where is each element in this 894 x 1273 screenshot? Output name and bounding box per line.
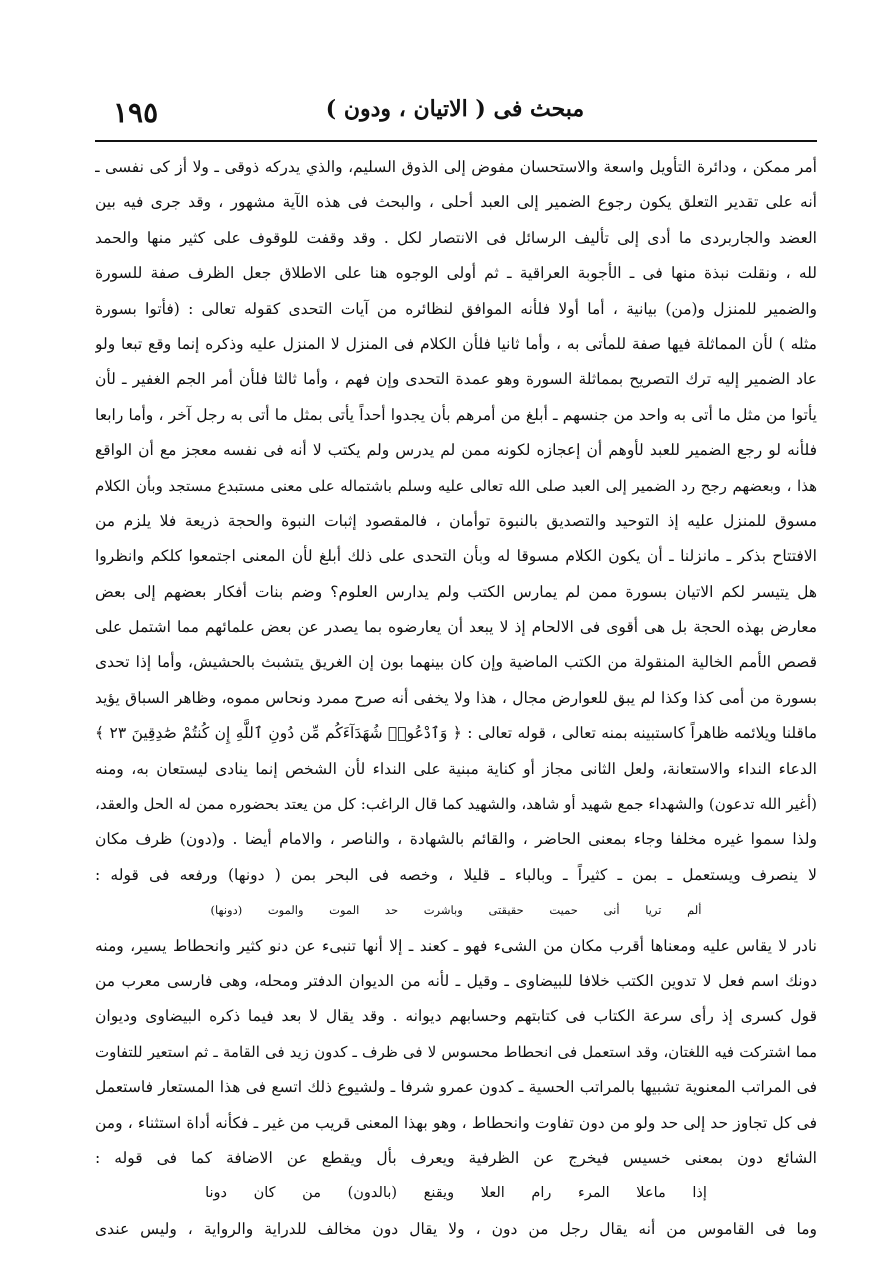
text-line: الشائع دون بمعنى خسيس فيخرج عن الظرفية ويعرف بأل ويقطع عن الاضافة كما فى قوله : [95,1148,817,1167]
body-text [95,150,817,1247]
text-line: العضد والجاربردى ما أدى إلى تأليف الرسائل فى الانتصار لكل . وقد وقفت للوقوف على كثير منها والحمد [95,228,817,247]
text-line: الافتتاح بذكر ـ مانزلنا ـ أن يكون الكلام مسوقا له وبأن التحدى على ذلك أبلغ لأن المعنى اجتمعوا كلكم وانظروا [95,547,817,566]
text-line: ولذا سموا غيره مخلفا وجاء بمعنى الحاضر ، والقائم بالشهادة ، والناصر ، والامام أيضا . و(دون) ظرف مكان [95,830,817,849]
text-line: هل يتيسر لكم الاتيان بسورة ممن لم يمارس الكتب ولم يدارس العلوم؟ وضم بنات أفكار بعضهم إلى بعض [95,582,817,601]
text-line: مما اشتركت فيه اللغتان، وقد استعمل فى انحطاط محسوس لا فى ظرف ـ كدون زيد فى القامة ـ ثم استعير للتفاوت [95,1042,817,1061]
text-line: هذا ، وبعضهم رجح رد الضمير إلى العبد صلى الله تعالى عليه وسلم باشتماله على معنى مستبدع مستجد وبأن الكلام [95,476,817,495]
quran-verse-line: ماقلنا ويلائمه ظاهراً كاستبينه بمنه تعالى ، قوله تعالى : ﴿ وَٱدْعُوا۟ شُهَدَآءَكُم مِّن دُونِ ٱللَّهِ إِن كُنتُمْ صَٰدِقِينَ ٢٣ ﴾ [95,724,817,743]
text-line: أمر ممكن ، ودائرة التأويل واسعة والاستحسان مفوض إلى الذوق السليم، والذي يدركه ذوقى ـ ولا أز كى نفسى ـ [95,158,817,176]
page-header [95,92,815,132]
running-title: مبحث فى ( الاتيان ، ودون ) [325,96,585,122]
text-line: قصص الأمم الخالية المنقولة من الكتب الماضية وإن كان بينهما بون إن الغريق يتشبث بالحشيش، وأما إذا تحدى [95,653,817,672]
text-line: فى كل تجاوز حد إلى حد ولو من دون تفاوت وانحطاط ، وهو بهذا المعنى قريب من غير ـ فكأنه أداة استثناء ، ومن [95,1113,817,1132]
text-line: بسورة من أمى كذا وكذا لم يبق للعوارض مجال ، هذا ولا يخفى أنه صرح ممرد ونحاس مموه، وظاهر السباق يؤيد [95,688,817,707]
text-line: يأتوا من مثل ما أتى به واحد من جنسهم ـ أبلغ من أمرهم بأن يجدوا أحداً يأتى بمثل ما أتى به رجل آخر ، وأما رابعا [95,405,817,424]
text-line: فلأنه لو رجع الضمير للعبد لأوهم أن إعجازه لكونه ممن لم يدرس ولم يكتب لا أنه فى نفسه معجز مع أن الواقع [95,441,817,460]
text-line: فى المراتب المعنوية تشبيها بالمراتب الحسية ـ كدون عمرو شرفا ـ ولشيوع ذلك اتسع فى هذا المستعار فاستعمل [95,1078,817,1097]
page-number: ١٩٥ [113,96,159,129]
text-line: لا ينصرف ويستعمل ـ بمن ـ كثيراً ـ وبالباء ـ قليلا ، وخصه فى البحر بمن ( دونها) ورفعه فى قوله : [95,865,817,884]
text-line: لله ، ونقلت نبذة منها فى ـ الأجوبة العراقية ـ ثم أولى الوجوه هنا على الاطلاق جعل الظرف صفة للسورة [95,264,817,283]
text-line: (أغير الله تدعون) والشهداء جمع شهيد أو شاهد، والشهيد كما قال الراغب: كل من يعتد بحضوره ممن له الحل والعقد، [95,795,817,814]
text-line: والضمير للمنزل و(من) بيانية ، أما أولا فلأنه الموافق لنظائره من آيات التحدى كقوله تعالى : (فأتوا بسورة [95,299,817,318]
text-line: نادر لا يقاس عليه ومعناها أقرب مكان من الشىء فهو ـ كعند ـ إلا أنها تنبىء عن دنو كثير وانحطاط يسير، ومنه [95,936,817,955]
text-line: مثله ) لأن المماثلة فيها صفة للمأتى به ، وأما ثانيا فلأن الكلام فى المنزل لا المنزل عليه وذكره إنما وقع تبعا ولو [95,334,817,353]
poetry-verse: ألم تريا أنى حميت حقيقتى وباشرت حد الموت والموت (دونها) [210,903,702,918]
header-divider [95,140,817,142]
text-line: دونك اسم فعل لا تدوين الكتب خلافا للبيضاوى ـ وقيل ـ لأنه من الديوان الدفتر ومحله، وهى فارسى معرب من [95,971,817,990]
text-line: وما فى القاموس من أنه يقال رجل من دون ، ولا يقال دون مخالف للدراية والرواية ، وليس عندى [95,1219,817,1238]
text-line: الدعاء النداء والاستعانة، ولعل الثانى مجاز أو كناية مبنية على النداء لأن الشخص إنما ينادى ليستعان به، ومنه [95,759,817,778]
text-line: قول كسرى إذ رأى سرعة الكتاب فى كتابتهم وحسابهم ديوانه . وقد يقال لا بعد فيما ذكره البيضاوى وديوان [95,1007,817,1026]
poetry-verse: إذا ماعلا المرء رام العلا ويقنع (بالدون) من كان دونا [205,1185,707,1202]
text-line: عاد الضمير إليه ترك التصريح بمماثلة السورة وهو عمدة التحدى وإن فهم ، وأما ثالثا فلأن أمر الجم الغفير ـ لأن [95,370,817,389]
text-line: معارض بهذه الحجة بل هى أقوى فى الالحام إذ لا يبعد أن يعارضوه بما يصدر عن بعض علمائهم مما اشتمل على [95,618,817,637]
text-line: مسوق للمنزل عليه إذ التوحيد والتصديق بالنبوة توأمان ، فالمقصود إثبات النبوة والحجة ذريعة فلا يلزم من [95,511,817,530]
text-line: أنه على تقدير التعلق يكون رجوع الضمير إلى العبد أحلى ، والبحث فى هذه الآية مشهور ، وقد جرى فيه بين [95,193,817,212]
